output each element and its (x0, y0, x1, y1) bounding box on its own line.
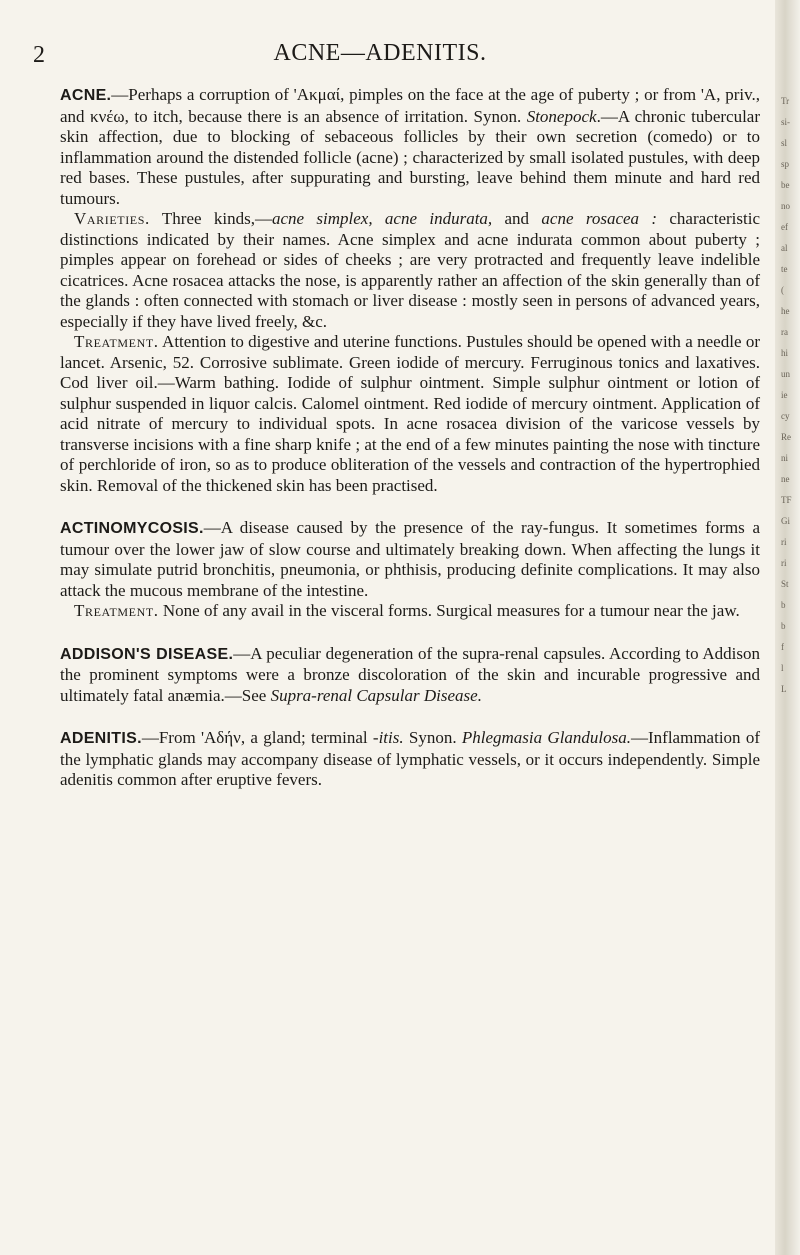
entry-paragraph (60, 728, 760, 791)
gutter-mark: Gi (781, 516, 790, 526)
term: acne rosacea : (541, 209, 658, 228)
page-body (60, 85, 760, 813)
gutter-mark: l (781, 663, 784, 673)
page-number: 2 (33, 42, 45, 68)
term: -itis. (372, 728, 404, 747)
gutter-mark: al (781, 243, 788, 253)
entry-actinomycosis (60, 518, 760, 622)
gutter-mark: te (781, 264, 788, 274)
text-run: —Perhaps a corruption of 'Ακμαί, pimples on the face at the age of puberty ; or from 'A, priv., and κνέω, to itch, because there is an absence of irritation. Synon. (60, 85, 760, 126)
entry-addisons-disease (60, 644, 760, 707)
headword: ADDISON'S DISEASE. (60, 645, 234, 663)
gutter-mark: Tr (781, 96, 790, 106)
headword: ADENITIS. (60, 730, 142, 747)
gutter-mark: ni (781, 453, 789, 463)
synonym: Stonepock (526, 106, 597, 126)
gutter-mark: ne (781, 474, 790, 484)
term: acne simplex, acne indurata, (271, 209, 493, 228)
running-head: ACNE—ADENITIS. (273, 40, 487, 66)
section-label: Varieties. (74, 209, 150, 228)
text-run: —A peculiar degeneration of the supra-renal capsules. According to Addison the prominent symptoms were a bronze discoloration of the skin and incurable progressive and ultimately fatal anæmia.—See (60, 643, 760, 705)
headword: ACNE. (60, 87, 112, 104)
gutter-mark: f (781, 642, 784, 652)
gutter-mark: TF (781, 495, 792, 505)
gutter-mark: St (781, 579, 789, 589)
gutter-mark: sl (781, 138, 788, 148)
text-run: Three kinds,— (149, 209, 272, 228)
entry-adenitis (60, 728, 760, 791)
treatment-paragraph (60, 332, 760, 496)
gutter-mark: ef (781, 222, 788, 232)
text-run: —From 'Αδήν, a gland; terminal (141, 728, 373, 747)
gutter-mark: he (781, 306, 790, 316)
text-run: Attention to digestive and uterine functions. Pustules should be opened with a needle or lancet. Arsenic, 52. Corrosive sublimate. Green iodide of mercury. Ferruginous tonics and laxatives. Cod liver oil.—Warm bathing. Iodide of sulphur ointment. Simple sulphur ointment or lotion of sulphur suspended in liquor calcis. Calomel ointment. Red iodide of mercury ointment. Application of acid nitrate of mercury to individual spots. In acne rosacea division of the varicose vessels by transverse incisions with a fine sharp knife ; at the end of a few minutes painting the nose with tincture of perchloride of iron, so as to produce obliteration of the vessels and contraction of the hypertrophied skin. Removal of the thickened skin has been practised. (60, 332, 760, 495)
section-label: Treatment. (74, 332, 159, 351)
gutter-mark: be (781, 180, 790, 190)
text-run: None of any avail in the visceral forms. Surgical measures for a tumour near the jaw. (158, 601, 740, 620)
cross-reference: Supra-renal Capsular Disease. (270, 685, 482, 705)
gutter-mark: sp (781, 159, 790, 169)
section-label: Treatment. (74, 601, 159, 620)
synonym: Phlegmasia Glandulosa. (461, 728, 632, 747)
text-run: —A disease caused by the presence of the ray-fungus. It sometimes forms a tumour over the lower jaw of slow course and ultimately breaking down. When affecting the lungs it may simulate putrid bronchitis, pneumonia, or phthisis, producing definite complications. It may also attack the mucous membrane of the intestine. (60, 518, 760, 600)
gutter-mark: Re (781, 432, 791, 442)
gutter-mark: b (781, 600, 786, 610)
treatment-paragraph (60, 601, 760, 622)
text-run: and (492, 209, 542, 228)
text-run: Synon. (403, 728, 462, 747)
varieties-paragraph (60, 209, 760, 332)
entry-paragraph (60, 644, 760, 707)
gutter-mark: si- (781, 117, 790, 127)
gutter-mark: hi (781, 348, 789, 358)
entry-acne (60, 85, 760, 496)
gutter-mark: L (781, 684, 787, 694)
text-run: —Inflammation of the lymphatic glands may accompany disease of lymphatic vessels, or it occurs independently. Simple adenitis common after eruptive fevers. (60, 728, 760, 789)
entry-paragraph (60, 85, 760, 209)
gutter-mark: ri (781, 537, 787, 547)
gutter-mark: cy (781, 411, 790, 421)
text-run: .—A chronic tubercular skin affection, due to blocking of sebaceous follicles by their own secretion (comedo) or to inflammation around the distended follicle (acne) ; characterized by small isolated pustules, with deep red bases. These pustules, after suppurating and bursting, leave behind them minute and hard red tumours. (60, 106, 760, 208)
entry-paragraph (60, 518, 760, 601)
text-run: characteristic distinctions indicated by their names. Acne simplex and acne indurata common about puberty ; pimples appear on forehead or sides of cheeks ; are very protracted and frequently leave indelible cicatrices. Acne rosacea attacks the nose, is apparently rather an affection of the skin generally than of the glands : often connected with stomach or liver disease : mostly seen in persons of advanced years, especially if they have lived freely, &c. (60, 209, 760, 331)
gutter-mark: un (781, 369, 790, 379)
headword: ACTINOMYCOSIS. (60, 520, 204, 537)
gutter-mark: ra (781, 327, 788, 337)
gutter-mark: ie (781, 390, 788, 400)
gutter-mark: b (781, 621, 786, 631)
gutter-mark: ri (781, 558, 787, 568)
gutter-mark: no (781, 201, 790, 211)
gutter-mark: ( (781, 285, 784, 295)
